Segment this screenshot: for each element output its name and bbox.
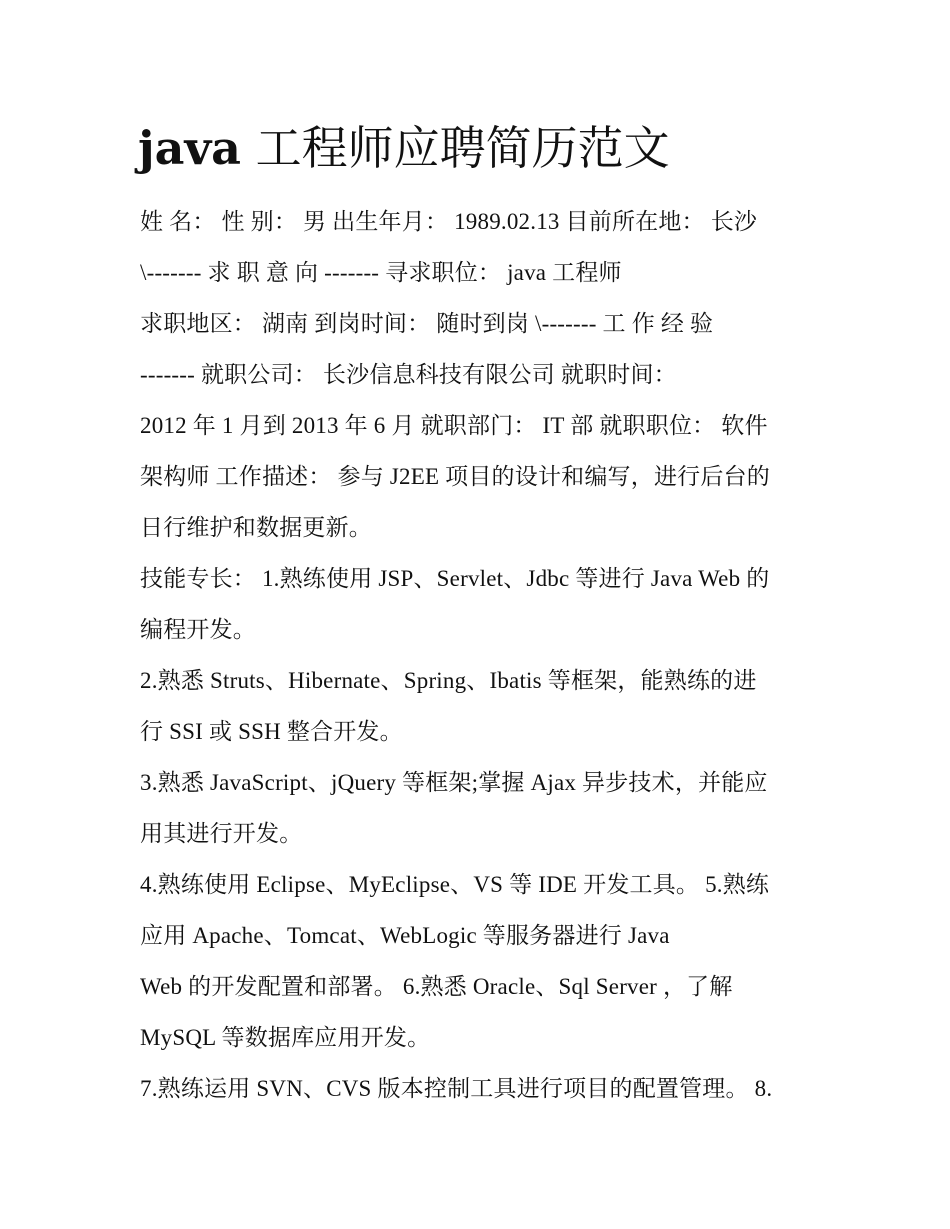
text-line: 技能专长： 1.熟练使用 JSP、Servlet、Jdbc 等进行 Java Web 的 xyxy=(140,566,770,591)
text-line: 3.熟悉 JavaScript、jQuery 等框架;掌握 Ajax 异步技术，并能应 xyxy=(140,770,768,795)
page-title xyxy=(138,118,670,178)
text-line: 7.熟练运用 SVN、CVS 版本控制工具进行项目的配置管理。 8. xyxy=(140,1076,773,1101)
text-line: 应用 Apache、Tomcat、WebLogic 等服务器进行 Java xyxy=(140,923,670,948)
text-line: 日行维护和数据更新。 xyxy=(140,515,372,540)
page-title-latin: java xyxy=(138,121,241,175)
text-line: \------- 求 职 意 向 ------- 寻求职位： java 工程师 xyxy=(140,260,622,285)
text-line: 4.熟练使用 Eclipse、MyEclipse、VS 等 IDE 开发工具。 5.熟练 xyxy=(140,872,770,897)
text-line: 行 SSI 或 SSH 整合开发。 xyxy=(140,719,403,744)
text-line: 姓 名： 性 别： 男 出生年月： 1989.02.13 目前所在地： 长沙 xyxy=(140,209,758,234)
page-title-text: 工程师应聘简历范文 xyxy=(240,121,670,175)
text-line: 用其进行开发。 xyxy=(140,821,303,846)
text-line: MySQL 等数据库应用开发。 xyxy=(140,1025,431,1050)
resume-body xyxy=(140,196,840,1114)
text-line: Web 的开发配置和部署。 6.熟悉 Oracle、Sql Server ，了解 xyxy=(140,974,733,999)
text-line: ------- 就职公司： 长沙信息科技有限公司 就职时间： xyxy=(140,362,677,387)
text-line: 2012 年 1 月到 2013 年 6 月 就职部门： IT 部 就职职位： 软件 xyxy=(140,413,768,438)
text-line: 架构师 工作描述： 参与 J2EE 项目的设计和编写，进行后台的 xyxy=(140,464,770,489)
text-line: 编程开发。 xyxy=(140,617,256,642)
text-line: 求职地区： 湖南 到岗时间： 随时到岗 \------- 工 作 经 验 xyxy=(140,311,714,336)
text-line: 2.熟悉 Struts、Hibernate、Spring、Ibatis 等框架，能熟练的进 xyxy=(140,668,757,693)
